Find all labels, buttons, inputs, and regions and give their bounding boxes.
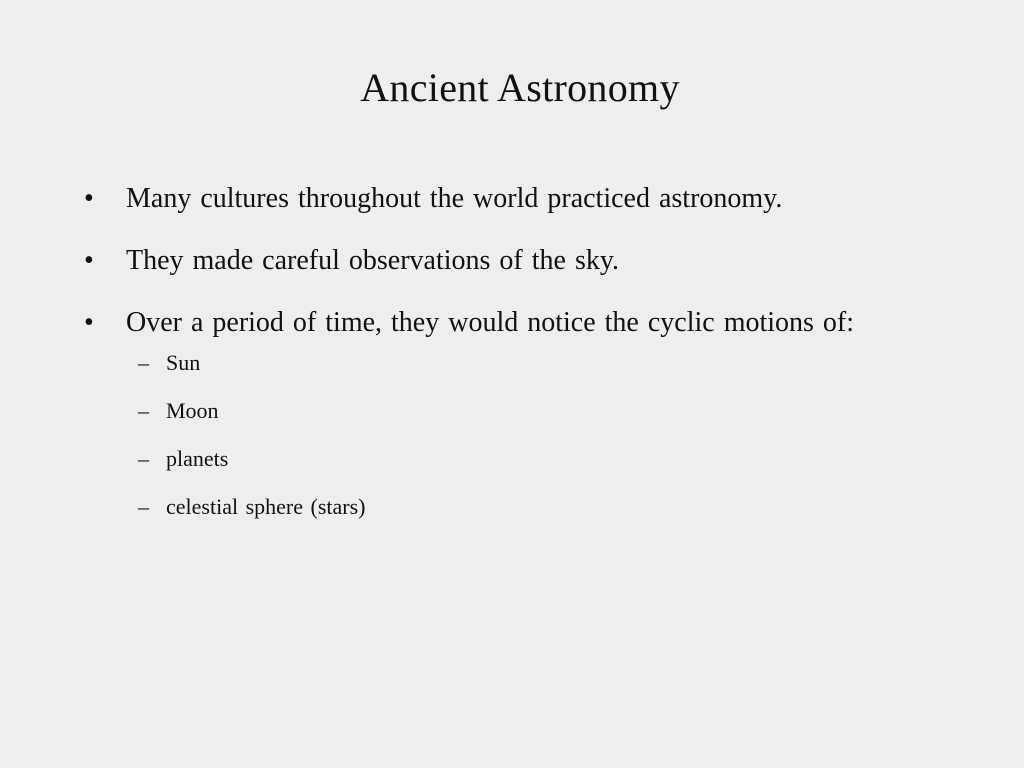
sub-bullet-item [124, 348, 928, 378]
bullet-marker: • [84, 307, 94, 338]
bullet-text: Many cultures throughout the world practiced astronomy. [126, 183, 783, 214]
sub-bullet-text: Sun [166, 350, 201, 375]
bullet-list [82, 176, 928, 540]
bullet-marker: • [84, 245, 94, 276]
bullet-item [82, 300, 928, 522]
sub-bullet-text: celestial sphere (stars) [166, 494, 366, 519]
bullet-item [82, 238, 928, 284]
sub-bullet-marker: – [138, 446, 149, 471]
sub-bullet-marker: – [138, 398, 149, 423]
bullet-text: They made careful observations of the sky. [126, 245, 620, 276]
sub-bullet-list [124, 348, 928, 522]
sub-bullet-text: planets [166, 446, 229, 471]
sub-bullet-item [124, 492, 928, 522]
sub-bullet-item [124, 444, 928, 474]
bullet-marker: • [84, 183, 94, 214]
slide-title: Ancient Astronomy [360, 65, 680, 110]
sub-bullet-marker: – [138, 494, 149, 519]
sub-bullet-text: Moon [166, 398, 219, 423]
bullet-item [82, 176, 928, 222]
sub-bullet-marker: – [138, 350, 149, 375]
bullet-text: Over a period of time, they would notice the cyclic motions of: [126, 307, 855, 338]
sub-bullet-item [124, 396, 928, 426]
